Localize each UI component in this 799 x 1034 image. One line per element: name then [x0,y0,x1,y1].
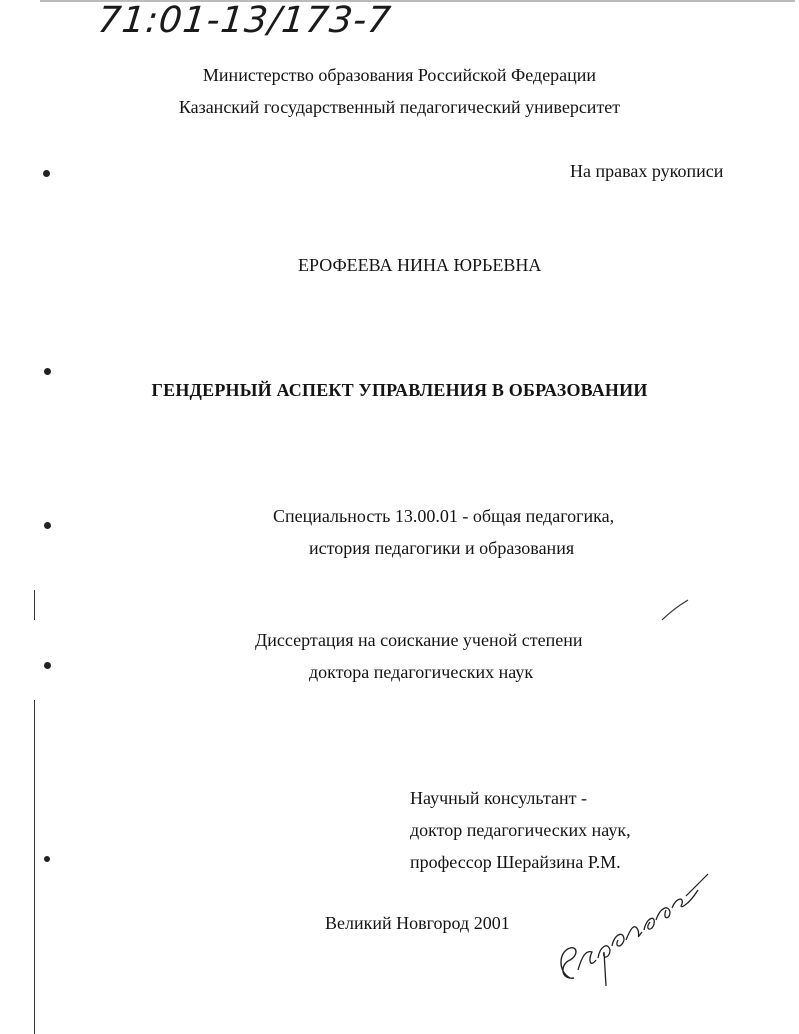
binding-hole-mark [44,368,51,375]
binding-hole-mark [44,662,51,669]
consultant-line-2: доктор педагогических наук, [410,820,631,840]
degree-line-1: Диссертация на соискание ученой степени [255,630,583,650]
place-and-year: Великий Новгород 2001 [325,913,510,933]
specialty-line-1: Специальность 13.00.01 - общая педагогика, [273,506,615,526]
binding-hole-mark [44,522,51,529]
handwritten-archive-code: 71:01-13/173-7 [95,0,394,41]
specialty-line-2: история педагогики и образования [309,538,575,558]
binding-hole-mark [44,856,50,862]
handwritten-signature [548,860,718,1000]
scan-edge-line [34,590,35,620]
author-name: ЕРОФЕЕВА НИНА ЮРЬЕВНА [298,255,542,275]
degree-line-2: доктора педагогических наук [309,662,534,682]
dissertation-title: ГЕНДЕРНЫЙ АСПЕКТ УПРАВЛЕНИЯ В ОБРАЗОВАНИИ [151,380,648,400]
consultant-line-3: профессор Шерайзина Р.М. [410,852,621,872]
pen-stroke-mark [660,598,690,622]
scan-edge-line [34,700,35,1034]
rights-note: На правах рукописи [570,161,724,181]
ministry-line: Министерство образования Российской Федерации [202,65,597,85]
university-line: Казанский государственный педагогический университет [178,97,621,117]
consultant-line-1: Научный консультант - [410,788,587,808]
binding-hole-mark [43,170,50,177]
